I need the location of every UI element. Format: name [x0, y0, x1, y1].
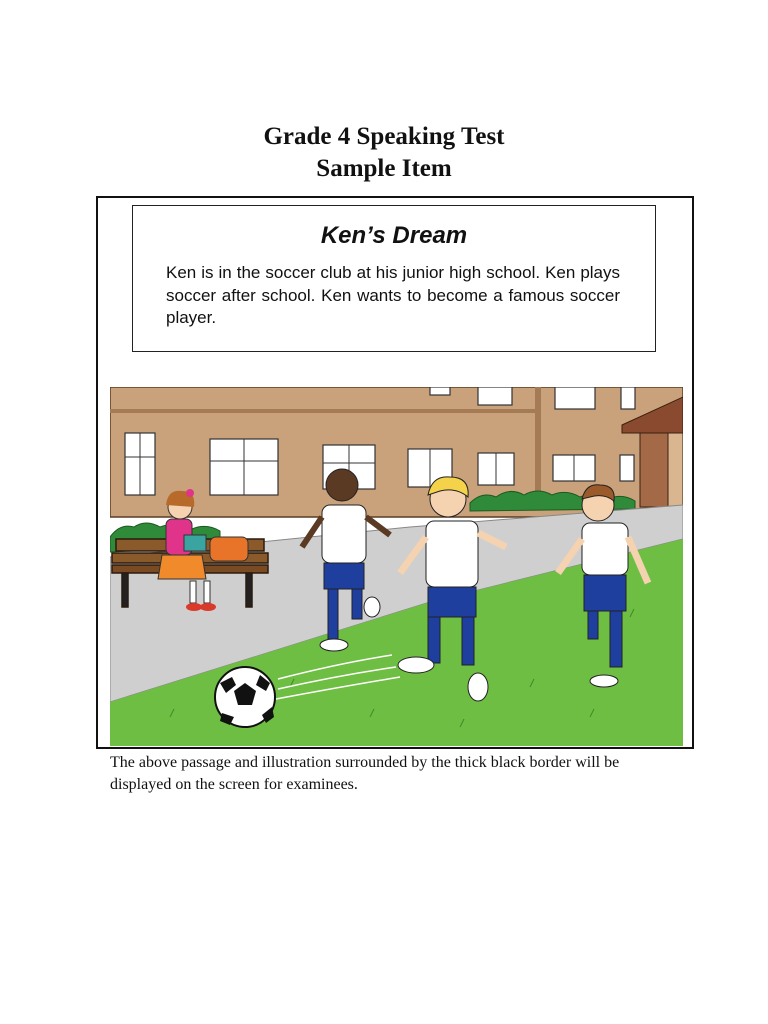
page-subtitle: Sample Item	[316, 155, 452, 182]
passage-title: Ken’s Dream	[320, 222, 468, 249]
page-title: Grade 4 Speaking Test	[263, 123, 505, 150]
passage-text: Ken is in the soccer club at his junior high school. Ken plays soccer after school. Ken wants to become a famous soccer player.	[166, 263, 620, 327]
test-item-frame	[96, 196, 694, 749]
caption-text: The above passage and illustration surrounded by the thick black border will be displayed on the screen for examinees.	[110, 754, 620, 793]
soccer-scene-illustration	[110, 387, 683, 746]
passage-box	[132, 205, 656, 352]
soccer-ball-icon	[215, 667, 275, 727]
